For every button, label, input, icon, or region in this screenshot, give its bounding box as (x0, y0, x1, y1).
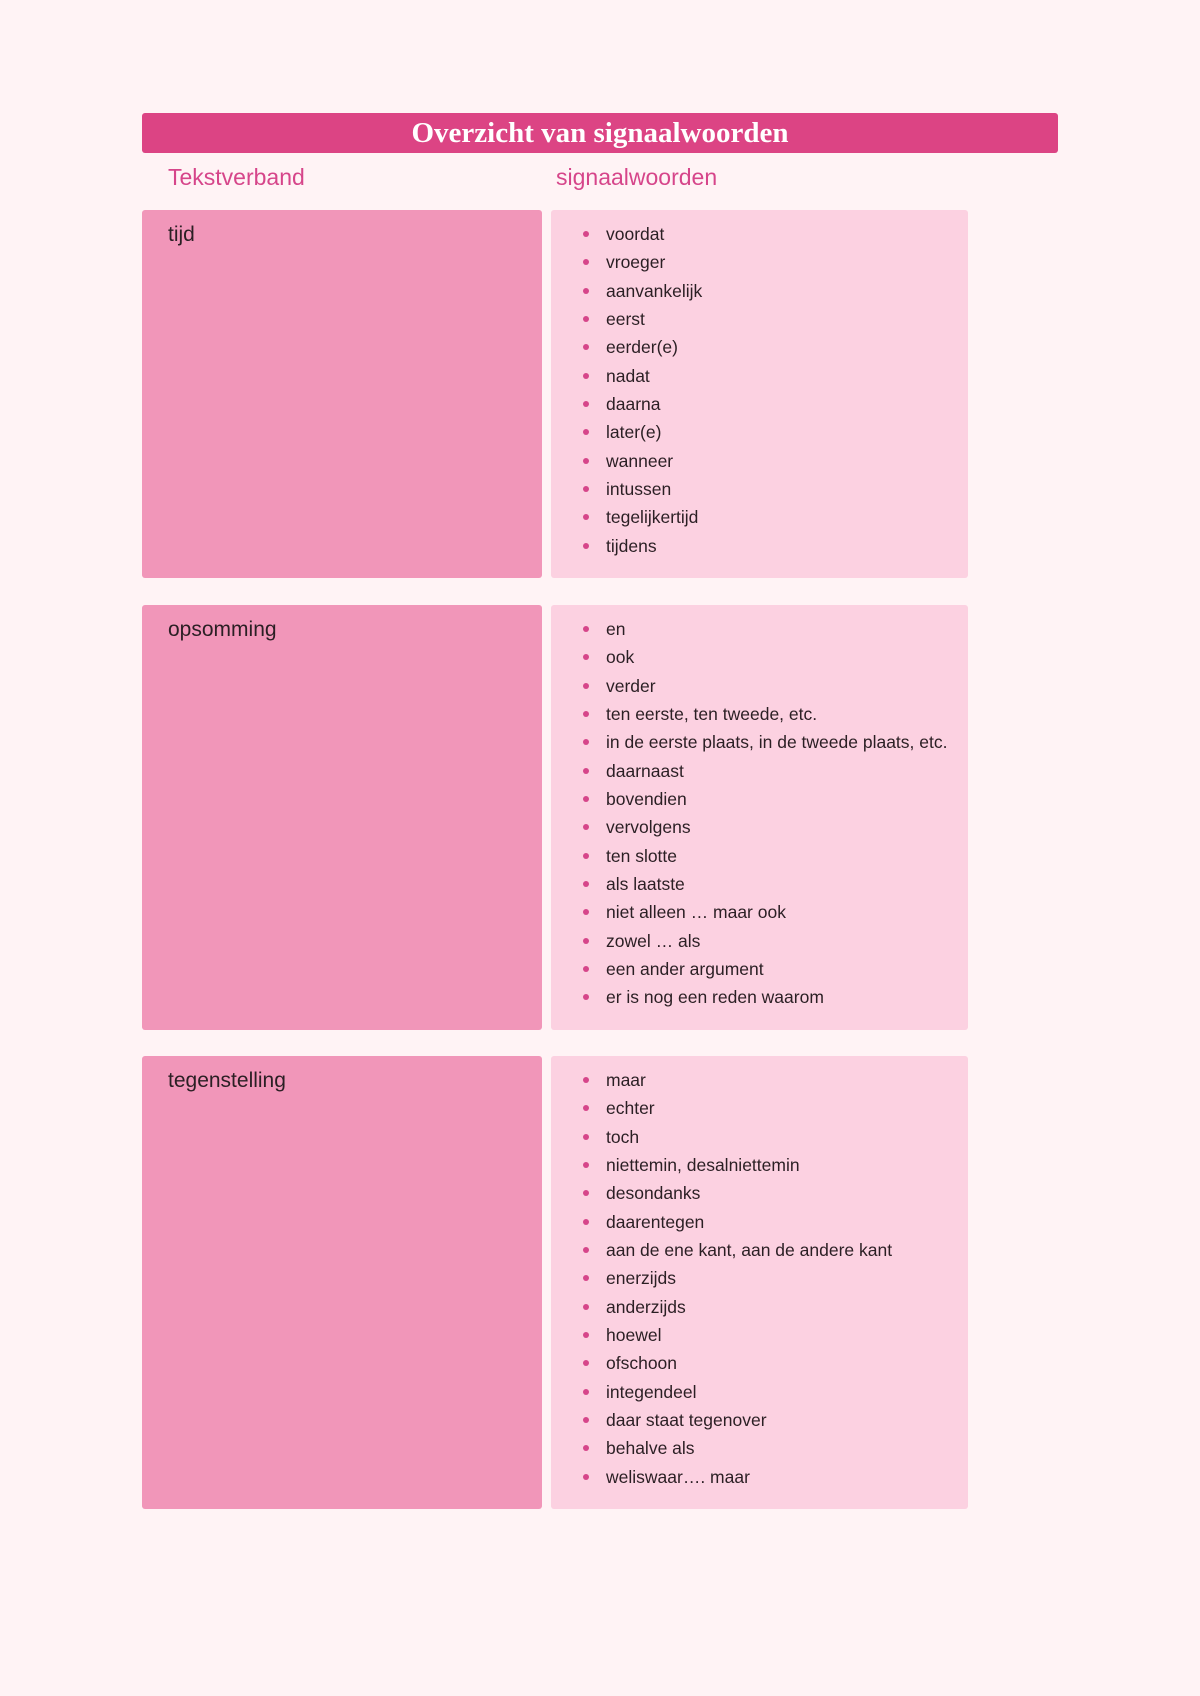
bullet-icon (583, 824, 589, 830)
signal-word-item (551, 1127, 968, 1155)
bullet-icon (583, 231, 589, 237)
signal-word-text: in de eerste plaats, in de tweede plaats, etc. (606, 732, 948, 753)
signal-word-list (551, 619, 968, 1016)
bullet-icon (583, 514, 589, 520)
signal-word-text: daarna (606, 394, 661, 415)
bullet-icon (583, 1162, 589, 1168)
signal-word-item (551, 451, 968, 479)
bullet-icon (583, 1389, 589, 1395)
signal-word-item (551, 1240, 968, 1268)
section-row-tegenstelling (142, 1056, 968, 1509)
bullet-icon (583, 1474, 589, 1480)
signal-word-item (551, 619, 968, 647)
signal-word-item (551, 422, 968, 450)
bullet-icon (583, 654, 589, 660)
signal-word-item (551, 252, 968, 280)
bullet-icon (583, 486, 589, 492)
signal-word-text: verder (606, 675, 656, 696)
signal-word-text: zowel … als (606, 930, 701, 951)
signal-word-item (551, 817, 968, 845)
signal-word-text: eerst (606, 309, 645, 330)
signal-word-text: maar (606, 1070, 646, 1090)
section-row-opsomming (142, 605, 968, 1030)
bullet-icon (583, 938, 589, 944)
bullet-icon (583, 626, 589, 632)
signal-word-item (551, 1438, 968, 1466)
signal-word-item (551, 846, 968, 874)
bullet-icon (583, 1190, 589, 1196)
bullet-icon (583, 1332, 589, 1338)
bullet-icon (583, 288, 589, 294)
signal-word-text: tijdens (606, 535, 657, 556)
signal-word-item (551, 789, 968, 817)
bullet-icon (583, 344, 589, 350)
signal-word-text: hoewel (606, 1325, 662, 1346)
signal-word-text: eerder(e) (606, 337, 678, 358)
signal-word-text: echter (606, 1098, 655, 1119)
signal-word-text: aan de ene kant, aan de andere kant (606, 1240, 893, 1261)
signal-word-item (551, 1325, 968, 1353)
signal-word-text: en (606, 619, 626, 639)
bullet-icon (583, 739, 589, 745)
signal-word-item (551, 1297, 968, 1325)
signal-word-item (551, 1155, 968, 1183)
signal-word-text: anderzijds (606, 1296, 686, 1317)
signal-words-cell (551, 605, 968, 1030)
bullet-icon (583, 1247, 589, 1253)
signal-word-text: niettemin, desalniettemin (606, 1155, 800, 1176)
signal-word-text: toch (606, 1126, 640, 1147)
signal-words-cell (551, 1056, 968, 1509)
signal-word-item (551, 732, 968, 760)
column-header-tekstverband: Tekstverband (168, 164, 305, 190)
bullet-icon (583, 994, 589, 1000)
signal-word-text: behalve als (606, 1438, 695, 1459)
page-title: Overzicht van signaalwoorden (411, 116, 789, 149)
signal-word-item (551, 1353, 968, 1381)
signal-word-text: desondanks (606, 1183, 701, 1204)
signal-word-text: er is nog een reden waarom (606, 987, 824, 1008)
bullet-icon (583, 1105, 589, 1111)
bullet-icon (583, 1219, 589, 1225)
signal-word-item (551, 1183, 968, 1211)
signal-word-item (551, 1098, 968, 1126)
signal-word-text: vroeger (606, 252, 666, 273)
signal-word-item (551, 479, 968, 507)
signal-word-item (551, 931, 968, 959)
signal-word-text: ten slotte (606, 845, 678, 866)
signal-words-cell (551, 210, 968, 578)
signal-word-item (551, 1268, 968, 1296)
bullet-icon (583, 1445, 589, 1451)
signal-word-item (551, 1467, 968, 1495)
signal-word-text: enerzijds (606, 1268, 677, 1289)
signal-word-text: een ander argument (606, 959, 764, 980)
signal-word-text: bovendien (606, 789, 687, 810)
bullet-icon (583, 768, 589, 774)
signal-word-item (551, 309, 968, 337)
signal-word-item (551, 902, 968, 930)
signal-word-item (551, 676, 968, 704)
signal-word-list (551, 1070, 968, 1495)
topic-cell (142, 210, 542, 578)
bullet-icon (583, 458, 589, 464)
signal-word-text: tegelijkertijd (606, 507, 699, 528)
signal-word-item (551, 704, 968, 732)
bullet-icon (583, 796, 589, 802)
signal-word-text: wanneer (606, 450, 674, 471)
bullet-icon (583, 711, 589, 717)
signal-word-item (551, 1382, 968, 1410)
signal-word-text: voordat (606, 224, 665, 244)
bullet-icon (583, 1417, 589, 1423)
bullet-icon (583, 683, 589, 689)
signal-word-text: aanvankelijk (606, 280, 703, 301)
signal-word-text: later(e) (606, 422, 662, 443)
signal-word-item (551, 1212, 968, 1240)
topic-label: tijd (168, 223, 195, 246)
bullet-icon (583, 881, 589, 887)
signal-word-text: weliswaar…. maar (606, 1466, 750, 1487)
signal-word-item (551, 1410, 968, 1438)
signal-word-item (551, 394, 968, 422)
signal-word-text: daar staat tegenover (606, 1410, 767, 1431)
bullet-icon (583, 401, 589, 407)
signal-word-item (551, 536, 968, 564)
signal-word-text: ook (606, 647, 635, 668)
signal-word-item (551, 959, 968, 987)
bullet-icon (583, 909, 589, 915)
bullet-icon (583, 373, 589, 379)
signal-word-item (551, 224, 968, 252)
signal-word-item (551, 507, 968, 535)
signal-word-item (551, 366, 968, 394)
bullet-icon (583, 1275, 589, 1281)
signal-word-text: intussen (606, 479, 672, 500)
bullet-icon (583, 259, 589, 265)
signal-word-item (551, 647, 968, 675)
bullet-icon (583, 1304, 589, 1310)
signal-word-text: daarentegen (606, 1211, 705, 1232)
signal-word-text: daarnaast (606, 760, 684, 781)
signal-word-text: ofschoon (606, 1353, 678, 1374)
signal-word-text: vervolgens (606, 817, 691, 838)
bullet-icon (583, 1360, 589, 1366)
bullet-icon (583, 1134, 589, 1140)
topic-label: tegenstelling (168, 1069, 286, 1092)
signal-word-text: nadat (606, 365, 650, 386)
bullet-icon (583, 1077, 589, 1083)
signal-word-item (551, 761, 968, 789)
bullet-icon (583, 853, 589, 859)
signal-word-text: als laatste (606, 874, 685, 895)
bullet-icon (583, 316, 589, 322)
signal-word-text: ten eerste, ten tweede, etc. (606, 704, 818, 725)
topic-label: opsomming (168, 618, 277, 641)
signal-word-text: niet alleen … maar ook (606, 902, 786, 923)
bullet-icon (583, 966, 589, 972)
title-banner (142, 113, 1058, 153)
bullet-icon (583, 429, 589, 435)
topic-cell (142, 605, 542, 1030)
signal-word-item (551, 987, 968, 1015)
signal-word-list (551, 224, 968, 564)
column-header-signaalwoorden: signaalwoorden (556, 164, 718, 190)
signal-word-text: integendeel (606, 1381, 697, 1402)
topic-cell (142, 1056, 542, 1509)
section-row-tijd (142, 210, 968, 578)
signal-word-item (551, 281, 968, 309)
bullet-icon (583, 543, 589, 549)
signal-word-item (551, 874, 968, 902)
signal-word-item (551, 1070, 968, 1098)
signal-word-item (551, 337, 968, 365)
